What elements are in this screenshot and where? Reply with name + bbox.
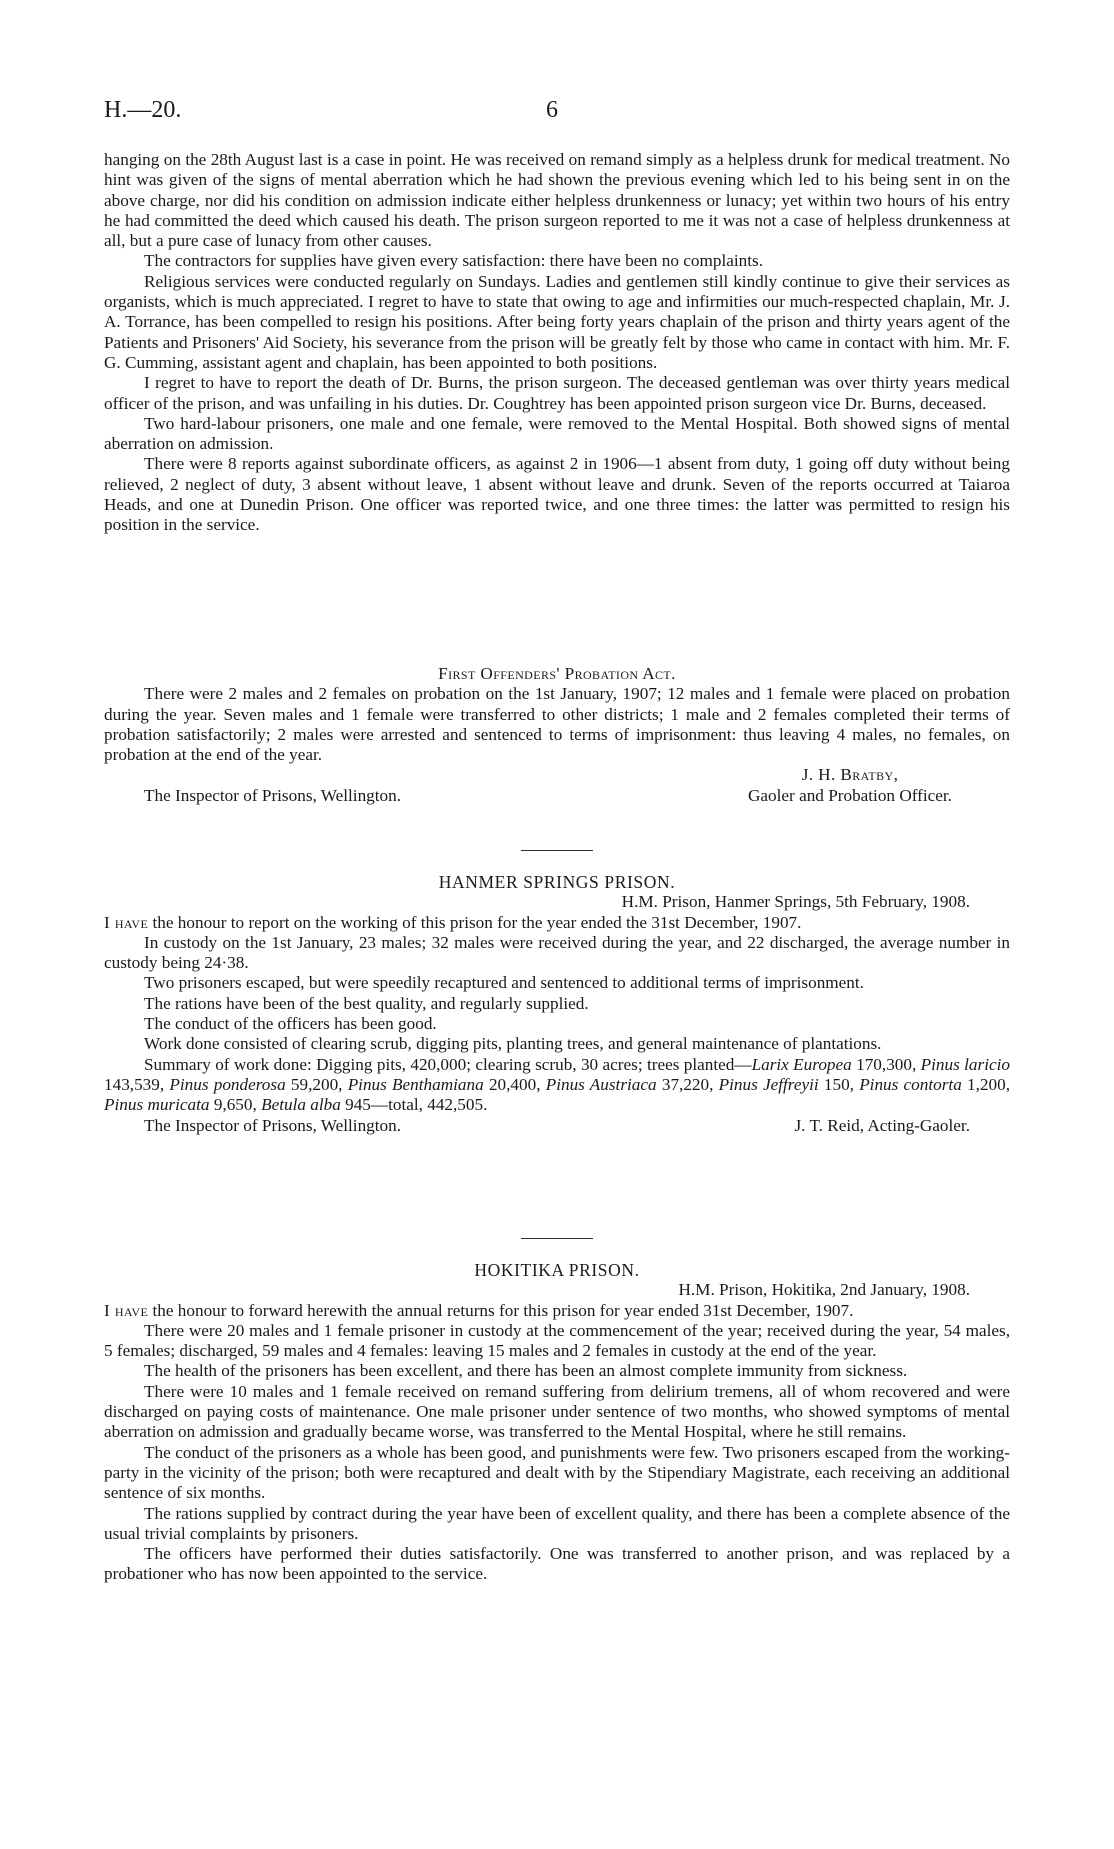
tree-count: 1,200 bbox=[967, 1074, 1006, 1094]
intro-paragraph: I regret to have to report the death of Dr. Burns, the prison surgeon. The deceased gentleman was over thirty years medical officer of the prison, and was unfailing in his duties. Dr. Coughtrey has been appointed prison surgeon vice Dr. Burns, deceased. bbox=[104, 373, 1010, 413]
dateline: H.M. Prison, Hanmer Springs, 5th February, 1908. bbox=[621, 892, 970, 912]
signature-row bbox=[104, 765, 1010, 785]
tree-name: Pinus ponderosa bbox=[169, 1074, 286, 1094]
signature-name: J. H. Bratby, bbox=[801, 765, 899, 785]
hokitika-paragraph: The health of the prisoners has been excellent, and there has been an almost complete immunity from sickness. bbox=[144, 1361, 908, 1381]
hanmer-paragraph: The rations have been of the best quality, and regularly supplied. bbox=[144, 993, 589, 1013]
hanmer-paragraph: The conduct of the officers has been good. bbox=[144, 1014, 437, 1034]
tree-count: 150 bbox=[823, 1074, 850, 1094]
tree-name: Pinus Benthamiana bbox=[347, 1074, 484, 1094]
section-heading: First Offenders' Probation Act. bbox=[438, 664, 676, 683]
intro-paragraph: Two hard-labour prisoners, one male and one female, were removed to the Mental Hospital. Both showed signs of mental aberration on admission. bbox=[104, 413, 1010, 454]
section-heading: HOKITIKA PRISON. bbox=[474, 1260, 640, 1280]
section-heading: HANMER SPRINGS PRISON. bbox=[438, 872, 676, 892]
opening-paragraph bbox=[104, 913, 1010, 933]
opening-text: the honour to report on the working of this prison for the year ended the 31st December, 1907. bbox=[148, 912, 802, 932]
page-header bbox=[104, 96, 1010, 130]
probation-section bbox=[104, 664, 1010, 806]
hokitika-paragraph: The rations supplied by contract during the year have been of excellent quality, and there has been a complete absence of the usual trivial complaints by prisoners. bbox=[104, 1503, 1010, 1543]
hokitika-paragraph: The officers have performed their duties satisfactorily. One was transferred to another prison, and was replaced by a probationer who has now been appointed to the service. bbox=[104, 1544, 1010, 1584]
section-divider bbox=[104, 850, 1010, 851]
tree-count: 37,220 bbox=[661, 1074, 710, 1094]
hanmer-paragraph: In custody on the 1st January, 23 males; 32 males were received during the year, and 22 discharged, the average number in custody being 24·38. bbox=[104, 932, 1010, 973]
tree-count: 945 bbox=[345, 1095, 371, 1115]
report-reference: H.—20. bbox=[104, 97, 182, 123]
tree-name: Pinus laricio bbox=[920, 1054, 1010, 1074]
intro-paragraph: The contractors for supplies have given every satisfaction: there have been no complaints. bbox=[144, 251, 764, 271]
probation-paragraph: There were 2 males and 2 females on probation on the 1st January, 1907; 12 males and 1 female were placed on probation during the year. Seven males and 1 female were transferred to other districts; 1 male and 2 females completed their terms of probation satisfactorily; 2 males were arrested and sentenced to terms of imprisonment: thus leaving 4 males, no females, on probation at the end of the year. bbox=[104, 684, 1010, 765]
addressee-row bbox=[104, 1116, 1010, 1136]
hanmer-section bbox=[104, 872, 1010, 1136]
divider-rule bbox=[521, 1238, 593, 1239]
tree-name: Betula alba bbox=[261, 1095, 341, 1115]
addressee: The Inspector of Prisons, Wellington. bbox=[144, 1115, 402, 1135]
hokitika-section bbox=[104, 1260, 1010, 1585]
hokitika-paragraph: The conduct of the prisoners as a whole has been good, and punishments were few. Two prisoners escaped from the working-party in the vicinity of the prison; both were recaptured and dealt with by the Stipendiary Magistrate, each receiving an additional sentence of six months. bbox=[104, 1442, 1010, 1503]
signature-title: Gaoler and Probation Officer. bbox=[748, 785, 952, 805]
tree-count: 143,539 bbox=[104, 1074, 160, 1094]
opening-caps: I have bbox=[104, 1300, 149, 1320]
addressee: The Inspector of Prisons, Wellington. bbox=[144, 785, 402, 805]
tree-count: 20,400 bbox=[488, 1074, 537, 1094]
divider-rule bbox=[521, 850, 593, 851]
opening-caps: I have bbox=[104, 912, 149, 932]
tree-name: Pinus Austriaca bbox=[545, 1074, 657, 1094]
intro-paragraph: There were 8 reports against subordinate officers, as against 2 in 1906—1 absent from duty, 1 going off duty without being relieved, 2 neglect of duty, 3 absent without leave, 1 absent without leave and drunk. Seven of the reports occurred at Taiaroa Heads, and one at Dunedin Prison. One officer was reported twice, and one three times: the latter was permitted to resign his position in the service. bbox=[104, 454, 1010, 535]
opening-paragraph bbox=[104, 1301, 1010, 1321]
page-number: 6 bbox=[546, 97, 558, 123]
tree-count: 9,650 bbox=[213, 1095, 253, 1115]
hokitika-paragraph: There were 10 males and 1 female received on remand suffering from delirium tremens, all of whom recovered and were discharged on paying costs of maintenance. One male prisoner under sentence of two months, who showed symptoms of mental aberration on admission and gradually became worse, was transferred to the Mental Hospital, where he still remains. bbox=[104, 1381, 1010, 1442]
tree-name: Pinus contorta bbox=[859, 1074, 962, 1094]
hanmer-paragraph: Work done consisted of clearing scrub, digging pits, planting trees, and general maintenance of plantations. bbox=[144, 1034, 882, 1054]
work-summary: Summary of work done: Digging pits, 420,000; clearing scrub, 30 acres; trees planted—Larix Europea 170,300, Pinus laricio 143,539, Pinus ponderosa 59,200, Pinus Benthamiana 20,400, Pinus Austriaca 37,220, Pinus Jeffreyii 150, Pinus contorta 1,200, Pinus muricata 9,650, Betula alba 945—total, 442,505. bbox=[104, 1054, 1010, 1115]
section-divider bbox=[104, 1238, 1010, 1239]
signature: J. T. Reid, Acting-Gaoler. bbox=[794, 1115, 970, 1135]
dateline: H.M. Prison, Hokitika, 2nd January, 1908. bbox=[678, 1280, 970, 1300]
opening-text: the honour to forward herewith the annual returns for this prison for year ended 31st December, 1907. bbox=[148, 1300, 854, 1320]
summary-total: —total, 442,505. bbox=[370, 1095, 488, 1115]
intro-paragraph: hanging on the 28th August last is a case in point. He was received on remand simply as a helpless drunk for medical treatment. No hint was given of the signs of mental aberration which he had shown the previous evening which led to his being sent in on the above charge, nor did his condition on admission indicate either helpless drunkenness or lunacy; yet within two hours of his entry he had committed the deed which caused his death. The prison surgeon reported to me it was not a case of helpless drunkenness at all, but a pure case of lunacy from other causes. bbox=[104, 150, 1010, 251]
hokitika-paragraph: There were 20 males and 1 female prisoner in custody at the commencement of the year; received during the year, 54 males, 5 females; discharged, 59 males and 4 females: leaving 15 males and 2 females in custody at the end of the year. bbox=[104, 1320, 1010, 1361]
tree-count: 59,200 bbox=[290, 1074, 339, 1094]
summary-lead: Summary of work done: Digging pits, 420,000; clearing scrub, 30 acres; trees planted— bbox=[144, 1054, 752, 1074]
tree-name: Pinus Jeffreyii bbox=[718, 1074, 819, 1094]
intro-paragraph: Religious services were conducted regularly on Sundays. Ladies and gentlemen still kindly continue to give their services as organists, which is much appreciated. I regret to have to state that owing to age and infirmities our much-respected chaplain, Mr. J. A. Torrance, has been compelled to resign his positions. After being forty years chaplain of the prison and thirty years agent of the Patients and Prisoners' Aid Society, his severance from the prison will be greatly felt by those who came in contact with him. Mr. F. G. Cumming, assistant agent and chaplain, has been appointed to both positions. bbox=[104, 271, 1010, 372]
addressee-row bbox=[104, 786, 1010, 806]
tree-name: Pinus muricata bbox=[104, 1095, 210, 1115]
intro-section bbox=[104, 150, 1010, 536]
hanmer-paragraph: Two prisoners escaped, but were speedily recaptured and sentenced to additional terms of imprisonment. bbox=[144, 973, 864, 993]
tree-count: 170,300 bbox=[856, 1054, 912, 1074]
tree-name: Larix Europea bbox=[751, 1054, 852, 1074]
